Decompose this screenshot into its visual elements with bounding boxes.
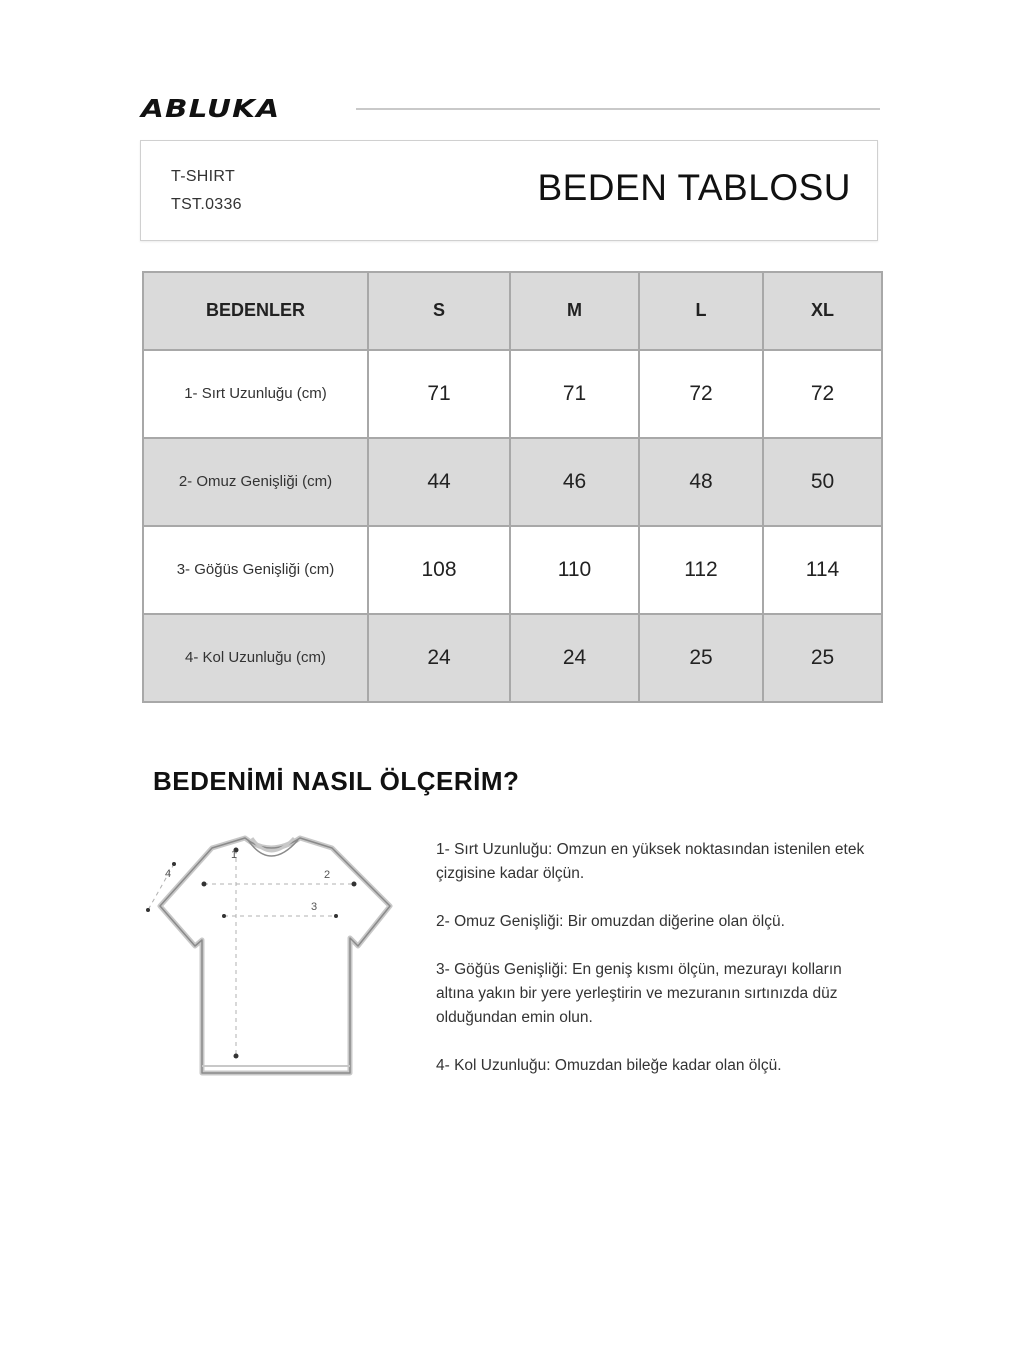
table-cell: 48 (639, 438, 763, 526)
table-row (143, 526, 882, 614)
instruction-item: 2- Omuz Genişliği: Bir omuzdan diğerine olan ölçü. (436, 913, 785, 930)
table-cell: 72 (639, 350, 763, 438)
product-type: T-SHIRT (171, 168, 236, 185)
row-label: 2- Omuz Genişliği (cm) (143, 438, 368, 526)
table-row (143, 614, 882, 702)
table-cell: 114 (763, 526, 882, 614)
table-cell: 108 (368, 526, 510, 614)
table-cell: 25 (763, 614, 882, 702)
table-cell: 72 (763, 350, 882, 438)
row-label: 4- Kol Uzunluğu (cm) (143, 614, 368, 702)
tshirt-diagram (140, 828, 400, 1088)
table-cell: 110 (510, 526, 639, 614)
table-corner-header: BEDENLER (143, 272, 368, 350)
diagram-label-2: 2 (324, 869, 331, 881)
table-header-row (143, 272, 882, 350)
tshirt-icon (140, 828, 400, 1088)
diagram-label-3: 3 (311, 901, 318, 913)
table-cell: 24 (510, 614, 639, 702)
table-cell: 46 (510, 438, 639, 526)
diagram-label-1: 1 (231, 849, 238, 861)
size-header-m: M (510, 272, 639, 350)
instructions-list (436, 838, 876, 1102)
header-box (140, 140, 878, 241)
table-cell: 71 (368, 350, 510, 438)
table-cell: 71 (510, 350, 639, 438)
brand-row (141, 94, 881, 124)
size-table (142, 271, 883, 703)
table-cell: 44 (368, 438, 510, 526)
table-row (143, 350, 882, 438)
table-cell: 112 (639, 526, 763, 614)
table-cell: 50 (763, 438, 882, 526)
size-header-xl: XL (763, 272, 882, 350)
table-row (143, 438, 882, 526)
diagram-label-4: 4 (165, 868, 172, 880)
size-header-l: L (639, 272, 763, 350)
table-cell: 24 (368, 614, 510, 702)
measure-heading: BEDENİMİ NASIL ÖLÇERİM? (153, 766, 520, 796)
page-title: BEDEN TABLOSU (537, 167, 851, 208)
brand-divider (356, 108, 880, 110)
size-header-s: S (368, 272, 510, 350)
product-code: TST.0336 (171, 196, 242, 213)
instruction-item: 4- Kol Uzunluğu: Omuzdan bileğe kadar olan ölçü. (436, 1057, 782, 1074)
instruction-item: 3- Göğüs Genişliği: En geniş kısmı ölçün, mezurayı kolların altına yakın bir yere yerleştirin ve mezuranın sırtınızda düz olduğundan emin olun. (436, 961, 842, 1026)
row-label: 3- Göğüs Genişliği (cm) (143, 526, 368, 614)
brand-logo: ABLUKA (141, 94, 281, 123)
instruction-item: 1- Sırt Uzunluğu: Omzun en yüksek noktasından istenilen etek çizgisine kadar ölçün. (436, 841, 865, 882)
row-label: 1- Sırt Uzunluğu (cm) (143, 350, 368, 438)
table-cell: 25 (639, 614, 763, 702)
